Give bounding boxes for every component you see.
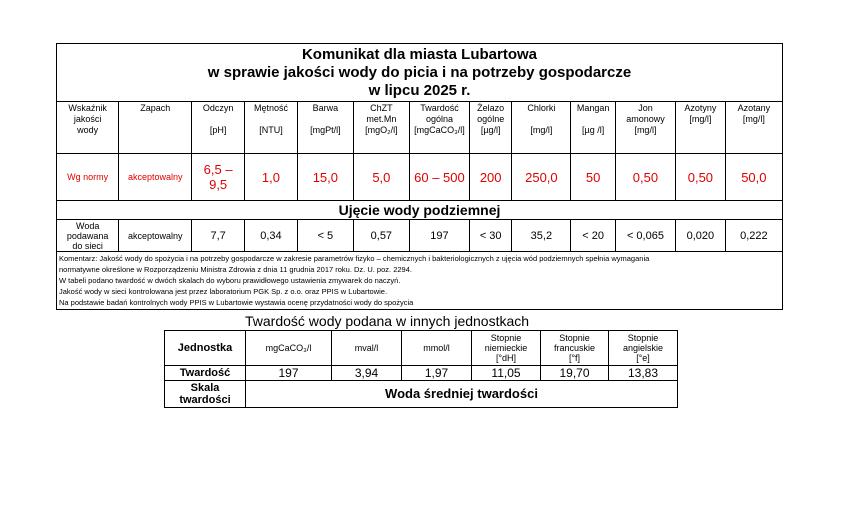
norm-azotany: 50,0 <box>725 154 782 201</box>
title-line-1: Komunikat dla miasta Lubartowa <box>301 46 538 63</box>
hardness-value: 19,70 <box>541 366 609 381</box>
measured-zapach: akceptowalny <box>119 220 192 252</box>
header-odczyn: Odczyn [pH] <box>192 102 245 154</box>
comment-line: W tabeli podano twardość w dwóch skalach do wyboru prawidłowego ustawienia zmywarek do naczyń. <box>59 276 401 285</box>
unit-mgcaco3: mgCaCO₃/l <box>246 331 332 366</box>
hardness-value: 13,83 <box>609 366 678 381</box>
water-quality-table <box>56 43 783 310</box>
header-wskaznik: Wskaźnik jakości wody <box>57 102 119 154</box>
header-barwa: Barwa [mgPt/l] <box>297 102 353 154</box>
comment-block <box>57 252 783 310</box>
unit-german-degrees: Stopnie niemieckie [°dH] <box>472 331 541 366</box>
measured-label: Woda podawana do sieci <box>57 220 119 252</box>
hardness-value: 3,94 <box>332 366 402 381</box>
header-azotany: Azotany [mg/l] <box>725 102 782 154</box>
comment-line: Jakość wody w sieci kontrolowana jest przez laboratorium PGK Sp. z o.o. oraz PPIS w Lubartowie. <box>59 287 388 296</box>
measured-chlorki: 35,2 <box>512 220 571 252</box>
unit-mmol: mmol/l <box>402 331 472 366</box>
measured-azotany: 0,222 <box>725 220 782 252</box>
unit-french-degrees: Stopnie francuskie [°f] <box>541 331 609 366</box>
unit-header: Jednostka <box>165 331 246 366</box>
unit-mval: mval/l <box>332 331 402 366</box>
norm-azotyny: 0,50 <box>676 154 726 201</box>
title-line-2: w sprawie jakości wody do picia i na potrzeby gospodarcze <box>207 64 632 81</box>
hardness-value: 1,97 <box>402 366 472 381</box>
measured-mangan: < 20 <box>571 220 615 252</box>
hardness-table <box>164 330 678 408</box>
header-zapach: Zapach <box>119 102 192 154</box>
comment-line: Na podstawie badań kontrolnych wody PPIS w Lubartowie wystawia ocenę przydatności wody do spożycia <box>59 298 414 307</box>
norm-zapach: akceptowalny <box>119 154 192 201</box>
header-chzt: ChZT met.Mn [mgO₂/l] <box>353 102 409 154</box>
norm-zelazo: 200 <box>470 154 512 201</box>
norm-mangan: 50 <box>571 154 615 201</box>
norm-metnosc: 1,0 <box>245 154 298 201</box>
measured-zelazo: < 30 <box>470 220 512 252</box>
title-line-3: w lipcu 2025 r. <box>368 82 471 99</box>
comment-line: Komentarz: Jakość wody do spożycia i na potrzeby gospodarcze w zakresie parametrów fizyko – chemicznych i bakteriologicznych z ujęcia wód podziemnych spełnia wymagania <box>59 254 650 263</box>
norm-barwa: 15,0 <box>297 154 353 201</box>
norm-odczyn: 6,5 – 9,5 <box>192 154 245 201</box>
header-mangan: Mangan [µg /l] <box>571 102 615 154</box>
norm-chlorki: 250,0 <box>512 154 571 201</box>
measured-twardosc: 197 <box>409 220 469 252</box>
communique-title <box>57 44 783 102</box>
norm-chzt: 5,0 <box>353 154 409 201</box>
measured-chzt: 0,57 <box>353 220 409 252</box>
norm-label: Wg normy <box>57 154 119 201</box>
scale-label: Skala twardości <box>165 381 246 408</box>
hardness-value: 197 <box>246 366 332 381</box>
header-azotyny: Azotyny [mg/l] <box>676 102 726 154</box>
section-heading: Ujęcie wody podziemnej <box>57 201 783 220</box>
header-jon: Jon amonowy [mg/l] <box>615 102 675 154</box>
norm-jon: 0,50 <box>615 154 675 201</box>
measured-odczyn: 7,7 <box>192 220 245 252</box>
norm-twardosc: 60 – 500 <box>409 154 469 201</box>
measured-jon: < 0,065 <box>615 220 675 252</box>
scale-value: Woda średniej twardości <box>246 381 678 408</box>
hardness-row-label: Twardość <box>165 366 246 381</box>
comment-line: normatywne określone w Rozporządzeniu Ministra Zdrowia z dnia 11 grudnia 2017 roku. Dz. U. poz. 2294. <box>59 265 412 274</box>
unit-english-degrees: Stopnie angielskie [°e] <box>609 331 678 366</box>
hardness-table-title: Twardość wody podana w innych jednostkach <box>245 313 530 329</box>
measured-barwa: < 5 <box>297 220 353 252</box>
measured-azotyny: 0,020 <box>676 220 726 252</box>
hardness-value: 11,05 <box>472 366 541 381</box>
measured-metnosc: 0,34 <box>245 220 298 252</box>
header-zelazo: Żelazo ogólne [µg/l] <box>470 102 512 154</box>
header-twardosc: Twardość ogólna [mgCaCO₃/l] <box>409 102 469 154</box>
header-metnosc: Mętność [NTU] <box>245 102 298 154</box>
header-chlorki: Chlorki [mg/l] <box>512 102 571 154</box>
